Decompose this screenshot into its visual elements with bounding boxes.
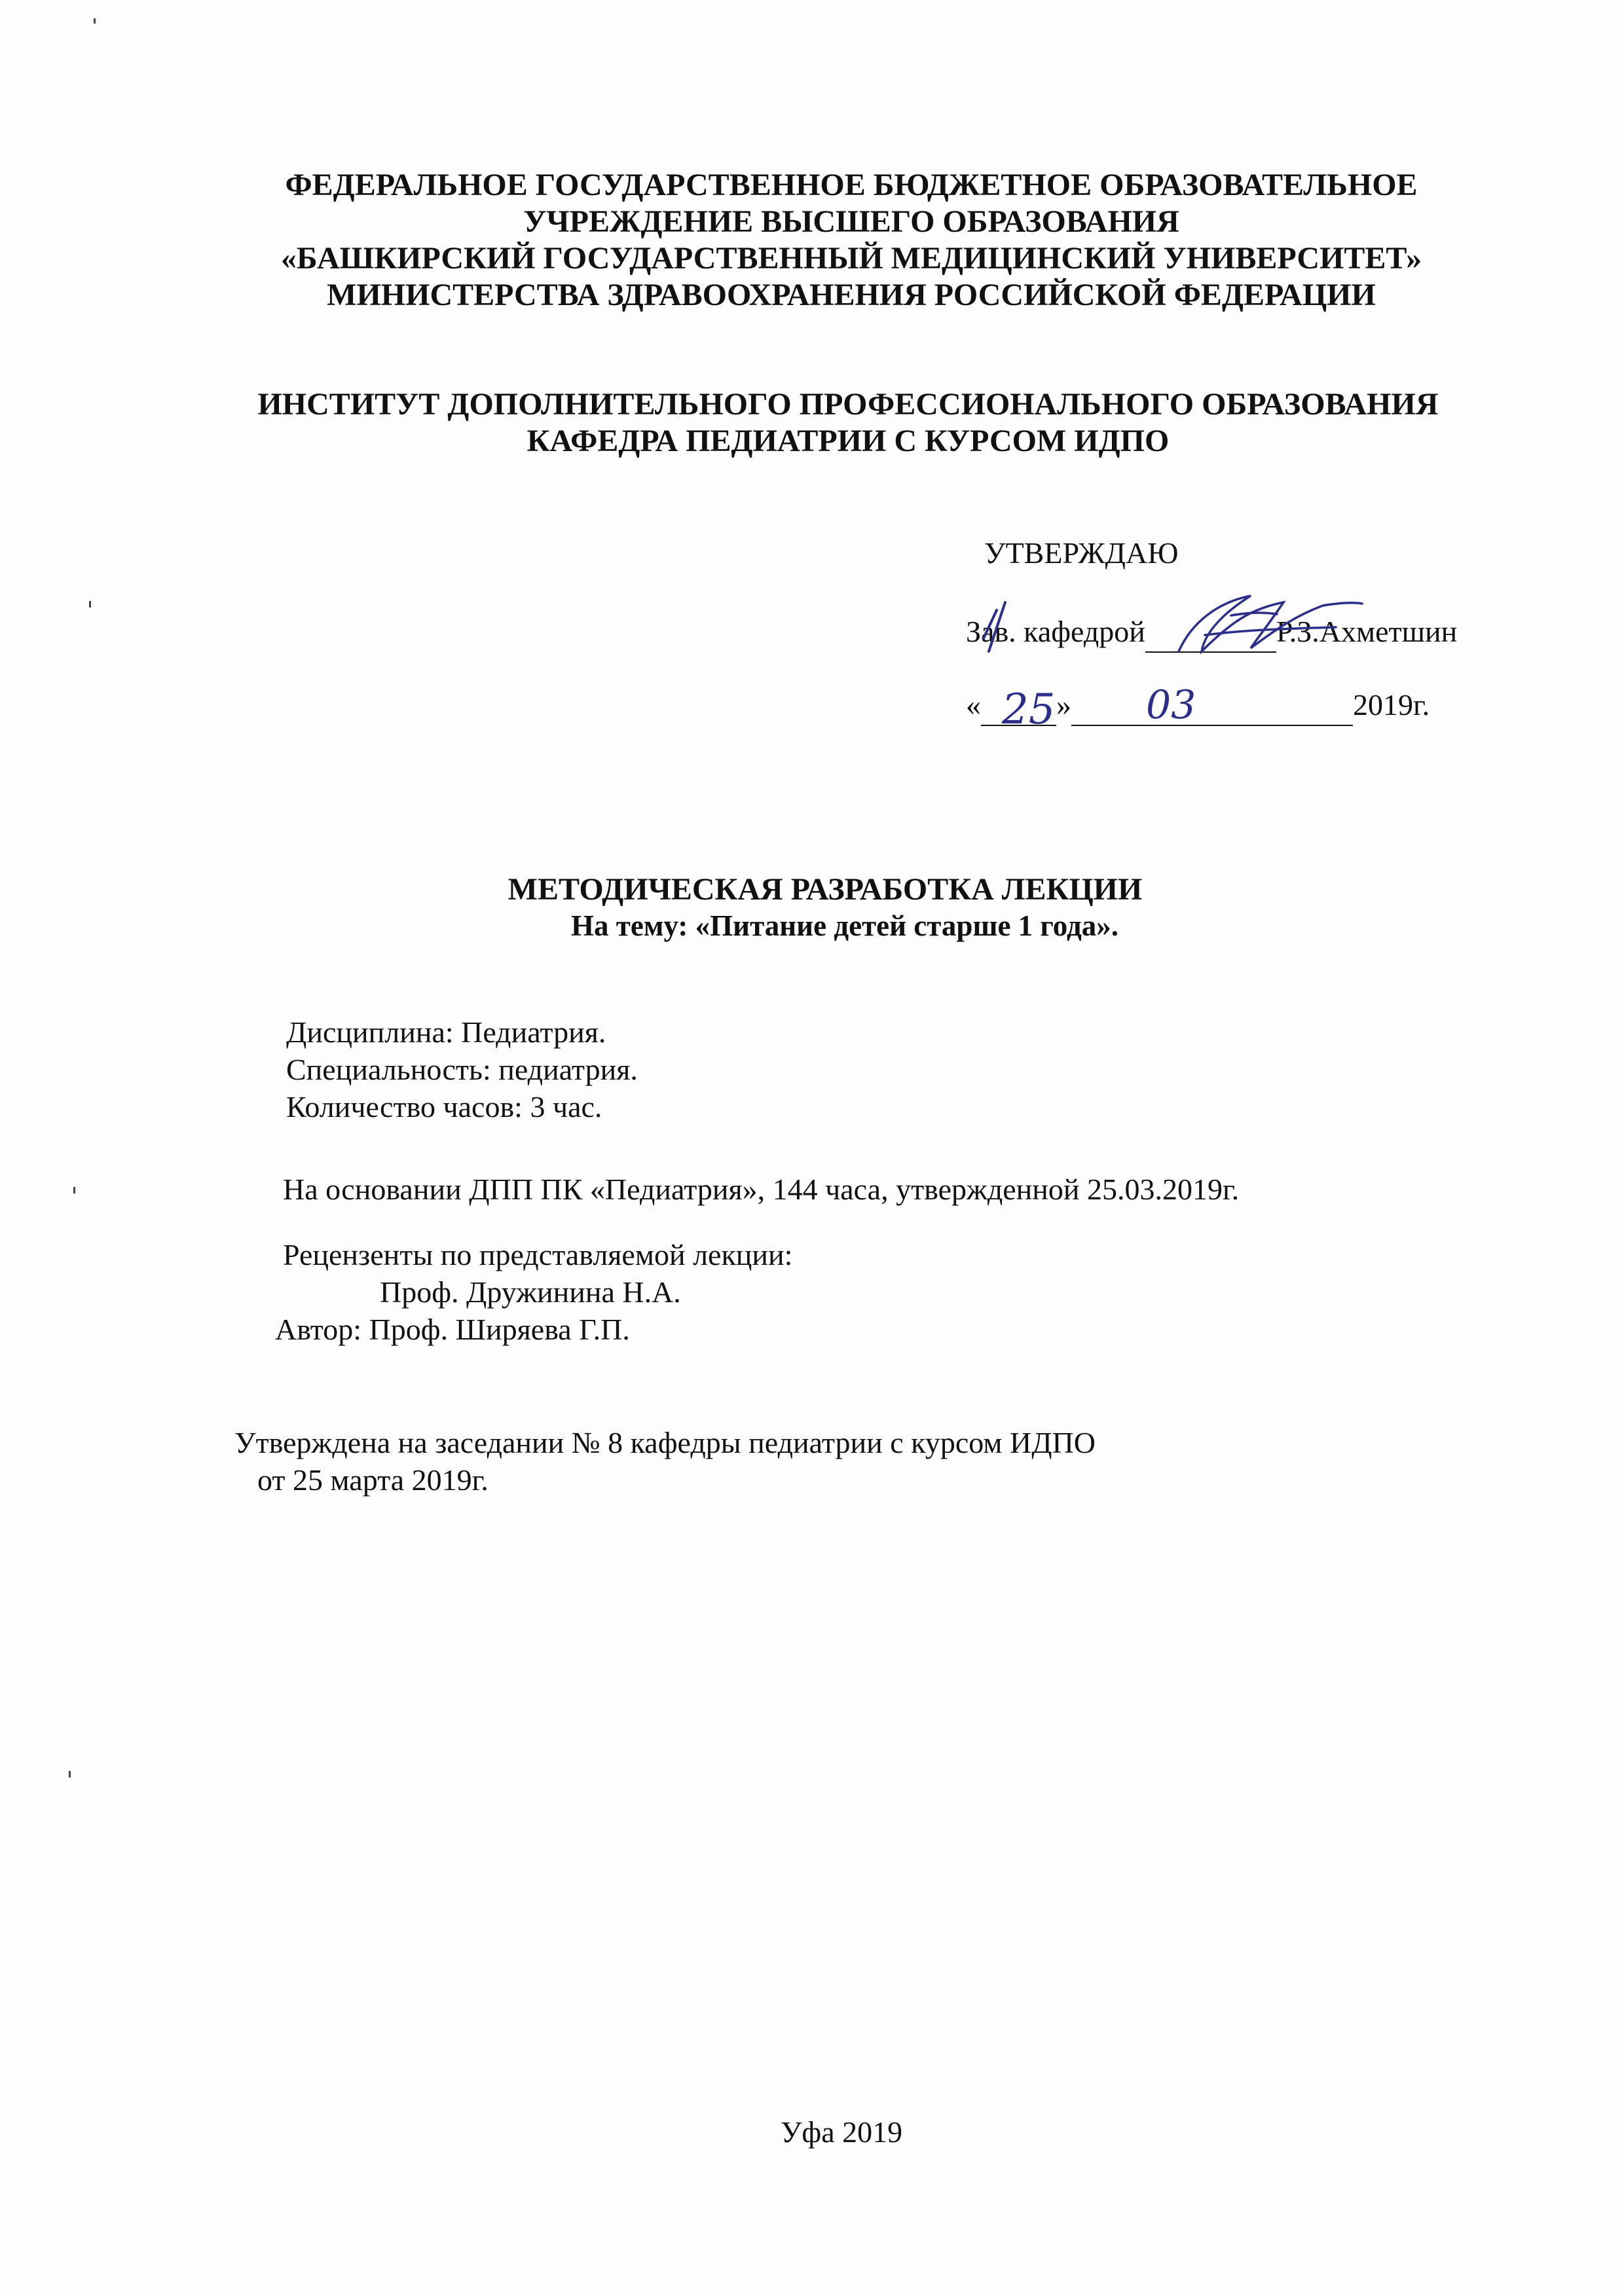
institute-name: ИНСТИТУТ ДОПОЛНИТЕЛЬНОГО ПРОФЕССИОНАЛЬНОГО ОБРАЗОВАНИЯ bbox=[257, 387, 1439, 422]
city-year: Уфа 2019 bbox=[780, 2115, 903, 2149]
approval-signer: Р.З.Ахметшин bbox=[1276, 615, 1458, 648]
handwritten-month: 03 bbox=[1146, 682, 1196, 728]
date-quote-close: » bbox=[1056, 688, 1071, 721]
institute-block bbox=[0, 386, 1624, 460]
approval-year: 2019г. bbox=[1353, 688, 1430, 721]
reviewer-name: Проф. Дружинина Н.А. bbox=[380, 1275, 681, 1309]
reviewers-label: Рецензенты по представляемой лекции: bbox=[283, 1238, 793, 1271]
approval-position: Зав. кафедрой bbox=[966, 615, 1145, 648]
handwritten-date bbox=[976, 678, 1251, 737]
discipline: Дисциплина: Педиатрия. bbox=[286, 1015, 606, 1049]
department-name: КАФЕДРА ПЕДИАТРИИ С КУРСОМ ИДПО bbox=[526, 424, 1170, 458]
scan-speck bbox=[69, 1771, 71, 1777]
scan-speck bbox=[89, 601, 91, 608]
specialty: Специальность: педиатрия. bbox=[286, 1053, 638, 1086]
handwritten-signature bbox=[943, 576, 1362, 668]
document-title bbox=[0, 871, 1624, 943]
handwritten-day: 25 bbox=[1002, 685, 1056, 734]
title-topic: На тему: «Питание детей старше 1 года». bbox=[571, 909, 1118, 942]
header-line: «БАШКИРСКИЙ ГОСУДАРСТВЕННЫЙ МЕДИЦИНСКИЙ УНИВЕРСИТЕТ» bbox=[280, 241, 1422, 276]
scan-speck bbox=[94, 18, 96, 24]
meeting-approval-line2: от 25 марта 2019г. bbox=[257, 1463, 489, 1497]
program-basis: На основании ДПП ПК «Педиатрия», 144 часа, утвержденной 25.03.2019г. bbox=[283, 1173, 1240, 1206]
meeting-approval-line1: Утверждена на заседании № 8 кафедры педиатрии с курсом ИДПО bbox=[234, 1426, 1096, 1459]
header-line: УЧРЕЖДЕНИЕ ВЫСШЕГО ОБРАЗОВАНИЯ bbox=[523, 204, 1179, 239]
date-quote-open: « bbox=[966, 688, 981, 721]
header-line: ФЕДЕРАЛЬНОЕ ГОСУДАРСТВЕННОЕ БЮДЖЕТНОЕ ОБРАЗОВАТЕЛЬНОЕ bbox=[285, 168, 1418, 202]
author: Автор: Проф. Ширяева Г.П. bbox=[275, 1313, 630, 1346]
scan-speck bbox=[73, 1187, 75, 1194]
hours: Количество часов: 3 час. bbox=[286, 1090, 602, 1123]
approval-heading: УТВЕРЖДАЮ bbox=[984, 536, 1179, 570]
title-main: МЕТОДИЧЕСКАЯ РАЗРАБОТКА ЛЕКЦИИ bbox=[507, 872, 1143, 907]
header-line: МИНИСТЕРСТВА ЗДРАВООХРАНЕНИЯ РОССИЙСКОЙ ФЕДЕРАЦИИ bbox=[327, 278, 1376, 312]
university-header bbox=[0, 167, 1624, 314]
